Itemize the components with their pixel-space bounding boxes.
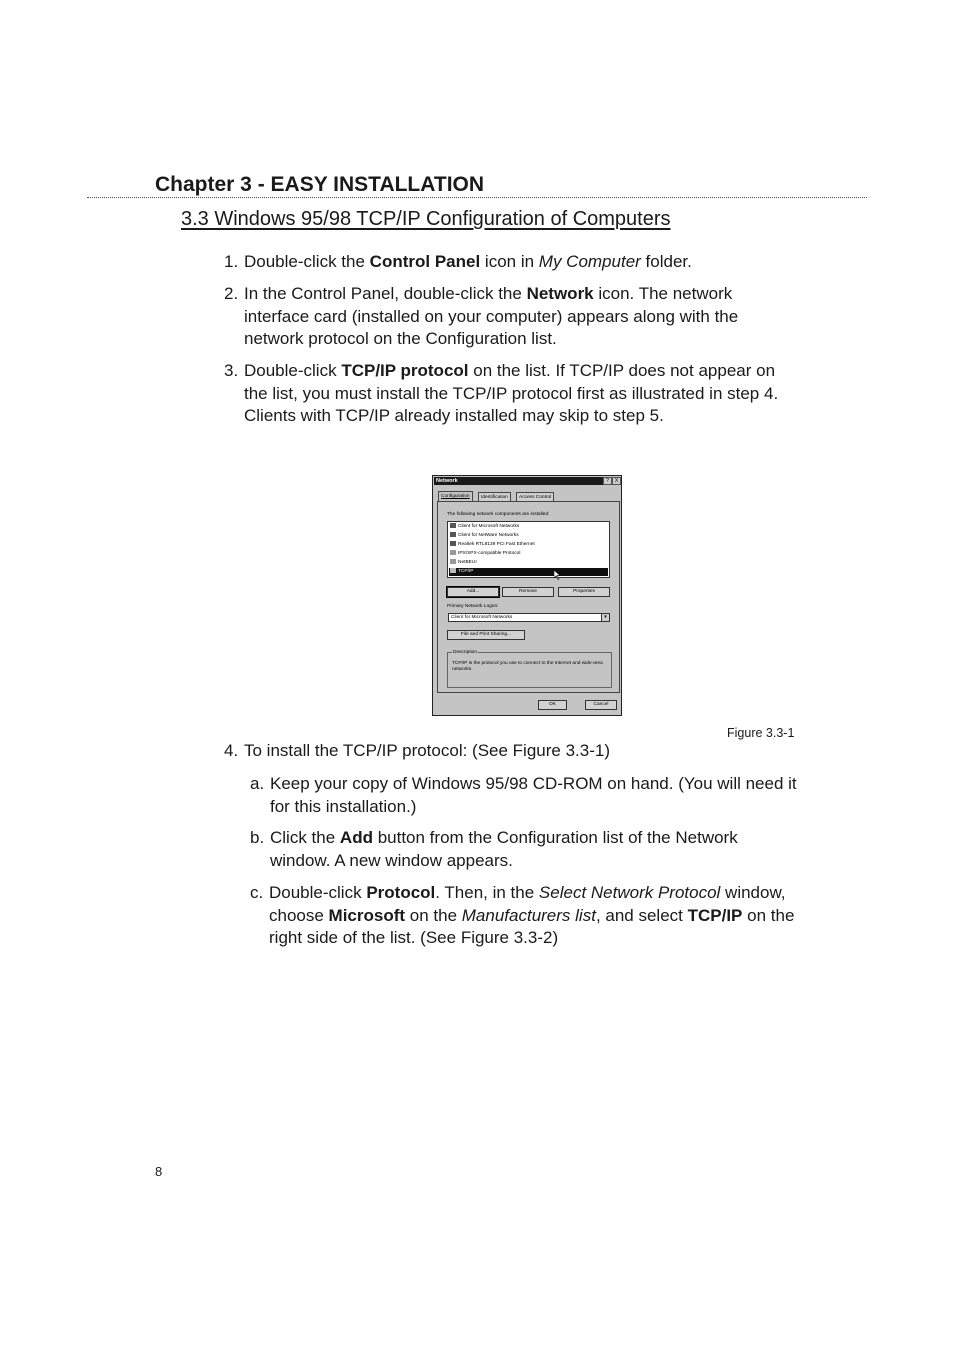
list-item[interactable]: Client for Microsoft Networks bbox=[449, 523, 608, 531]
substep-c bbox=[250, 882, 802, 950]
tab-identification[interactable]: Identification bbox=[478, 492, 511, 502]
substep-b bbox=[250, 827, 798, 872]
tab-access-control[interactable]: Access Control bbox=[516, 492, 554, 502]
step-1 bbox=[224, 251, 784, 274]
file-print-sharing-button[interactable]: File and Print Sharing... bbox=[447, 630, 525, 640]
client-icon bbox=[450, 532, 456, 537]
step-number: 1. bbox=[224, 252, 239, 271]
step-number: 3. bbox=[224, 361, 239, 380]
step-text: In the Control Panel, double-click the Network icon. The network interface card (installed on your computer) appears along with the network protocol on the Configuration list. bbox=[244, 284, 739, 348]
step-text: Double-click TCP/IP protocol on the list. If TCP/IP does not appear on the list, you must install the TCP/IP protocol first as illustrated in step 4. Clients with TCP/IP already installed may skip to step 5. bbox=[244, 361, 779, 425]
description-label: Description bbox=[453, 650, 477, 655]
properties-button[interactable]: Properties bbox=[558, 587, 610, 597]
description-text: TCP/IP is the protocol you use to connect to the Internet and wide-area networks. bbox=[452, 661, 603, 672]
step-text: Keep your copy of Windows 95/98 CD-ROM on hand. (You will need it for this installation.) bbox=[270, 774, 797, 816]
step-text: Click the Add button from the Configuration list of the Network window. A new window appears. bbox=[270, 828, 738, 870]
adapter-icon bbox=[450, 541, 456, 546]
mouse-cursor-icon bbox=[554, 570, 561, 580]
primary-logon-select[interactable]: Client for Microsoft Networks ▾ bbox=[448, 613, 610, 622]
step-number: a. bbox=[250, 774, 265, 793]
step-number: 4. bbox=[224, 741, 239, 760]
step-text: To install the TCP/IP protocol: (See Figure 3.3-1) bbox=[244, 741, 610, 760]
add-button[interactable]: Add... bbox=[447, 587, 499, 597]
section-title: 3.3 Windows 95/98 TCP/IP Configuration of Computers bbox=[181, 208, 671, 230]
components-label: The following network components are installed: bbox=[447, 512, 550, 517]
protocol-icon bbox=[450, 559, 456, 564]
list-item[interactable]: Realtek RTL8139 PCI Fast Ethernet bbox=[449, 541, 608, 549]
close-button[interactable]: X bbox=[612, 477, 621, 485]
step-4 bbox=[224, 740, 784, 763]
page-number: 8 bbox=[155, 1164, 163, 1179]
dialog-title: Network bbox=[434, 477, 620, 485]
step-3 bbox=[224, 360, 796, 428]
dotted-divider bbox=[87, 197, 867, 198]
help-button[interactable]: ? bbox=[603, 477, 612, 485]
step-number: b. bbox=[250, 828, 265, 847]
list-item-selected[interactable]: TCP/IP bbox=[449, 568, 608, 576]
tab-configuration[interactable]: Configuration bbox=[438, 491, 473, 502]
list-item[interactable]: NetBEUI bbox=[449, 559, 608, 567]
network-dialog-figure bbox=[432, 475, 622, 716]
list-item[interactable]: Client for NetWare Networks bbox=[449, 532, 608, 540]
step-number: 2. bbox=[224, 284, 239, 303]
remove-button[interactable]: Remove bbox=[502, 587, 554, 597]
step-text: Double-click Protocol. Then, in the Select Network Protocol window, choose Microsoft on the Manufacturers list, and select TCP/IP on the right side of the list. (See Figure 3.3-2) bbox=[269, 883, 795, 947]
components-list[interactable] bbox=[447, 521, 610, 578]
ok-button[interactable]: OK bbox=[538, 700, 567, 710]
description-group bbox=[447, 652, 612, 688]
figure-caption: Figure 3.3-1 bbox=[727, 726, 795, 740]
chapter-title: Chapter 3 - EASY INSTALLATION bbox=[155, 173, 485, 196]
chevron-down-icon[interactable]: ▾ bbox=[601, 614, 609, 621]
protocol-icon bbox=[450, 568, 456, 573]
list-item[interactable]: IPX/SPX-compatible Protocol bbox=[449, 550, 608, 558]
step-number: c. bbox=[250, 883, 264, 902]
step-text: Double-click the Control Panel icon in My Computer folder. bbox=[244, 252, 692, 271]
cancel-button[interactable]: Cancel bbox=[585, 700, 617, 710]
client-icon bbox=[450, 523, 456, 528]
protocol-icon bbox=[450, 550, 456, 555]
step-2 bbox=[224, 283, 794, 351]
primary-logon-label: Primary Network Logon: bbox=[447, 604, 499, 609]
substep-a bbox=[250, 773, 798, 818]
